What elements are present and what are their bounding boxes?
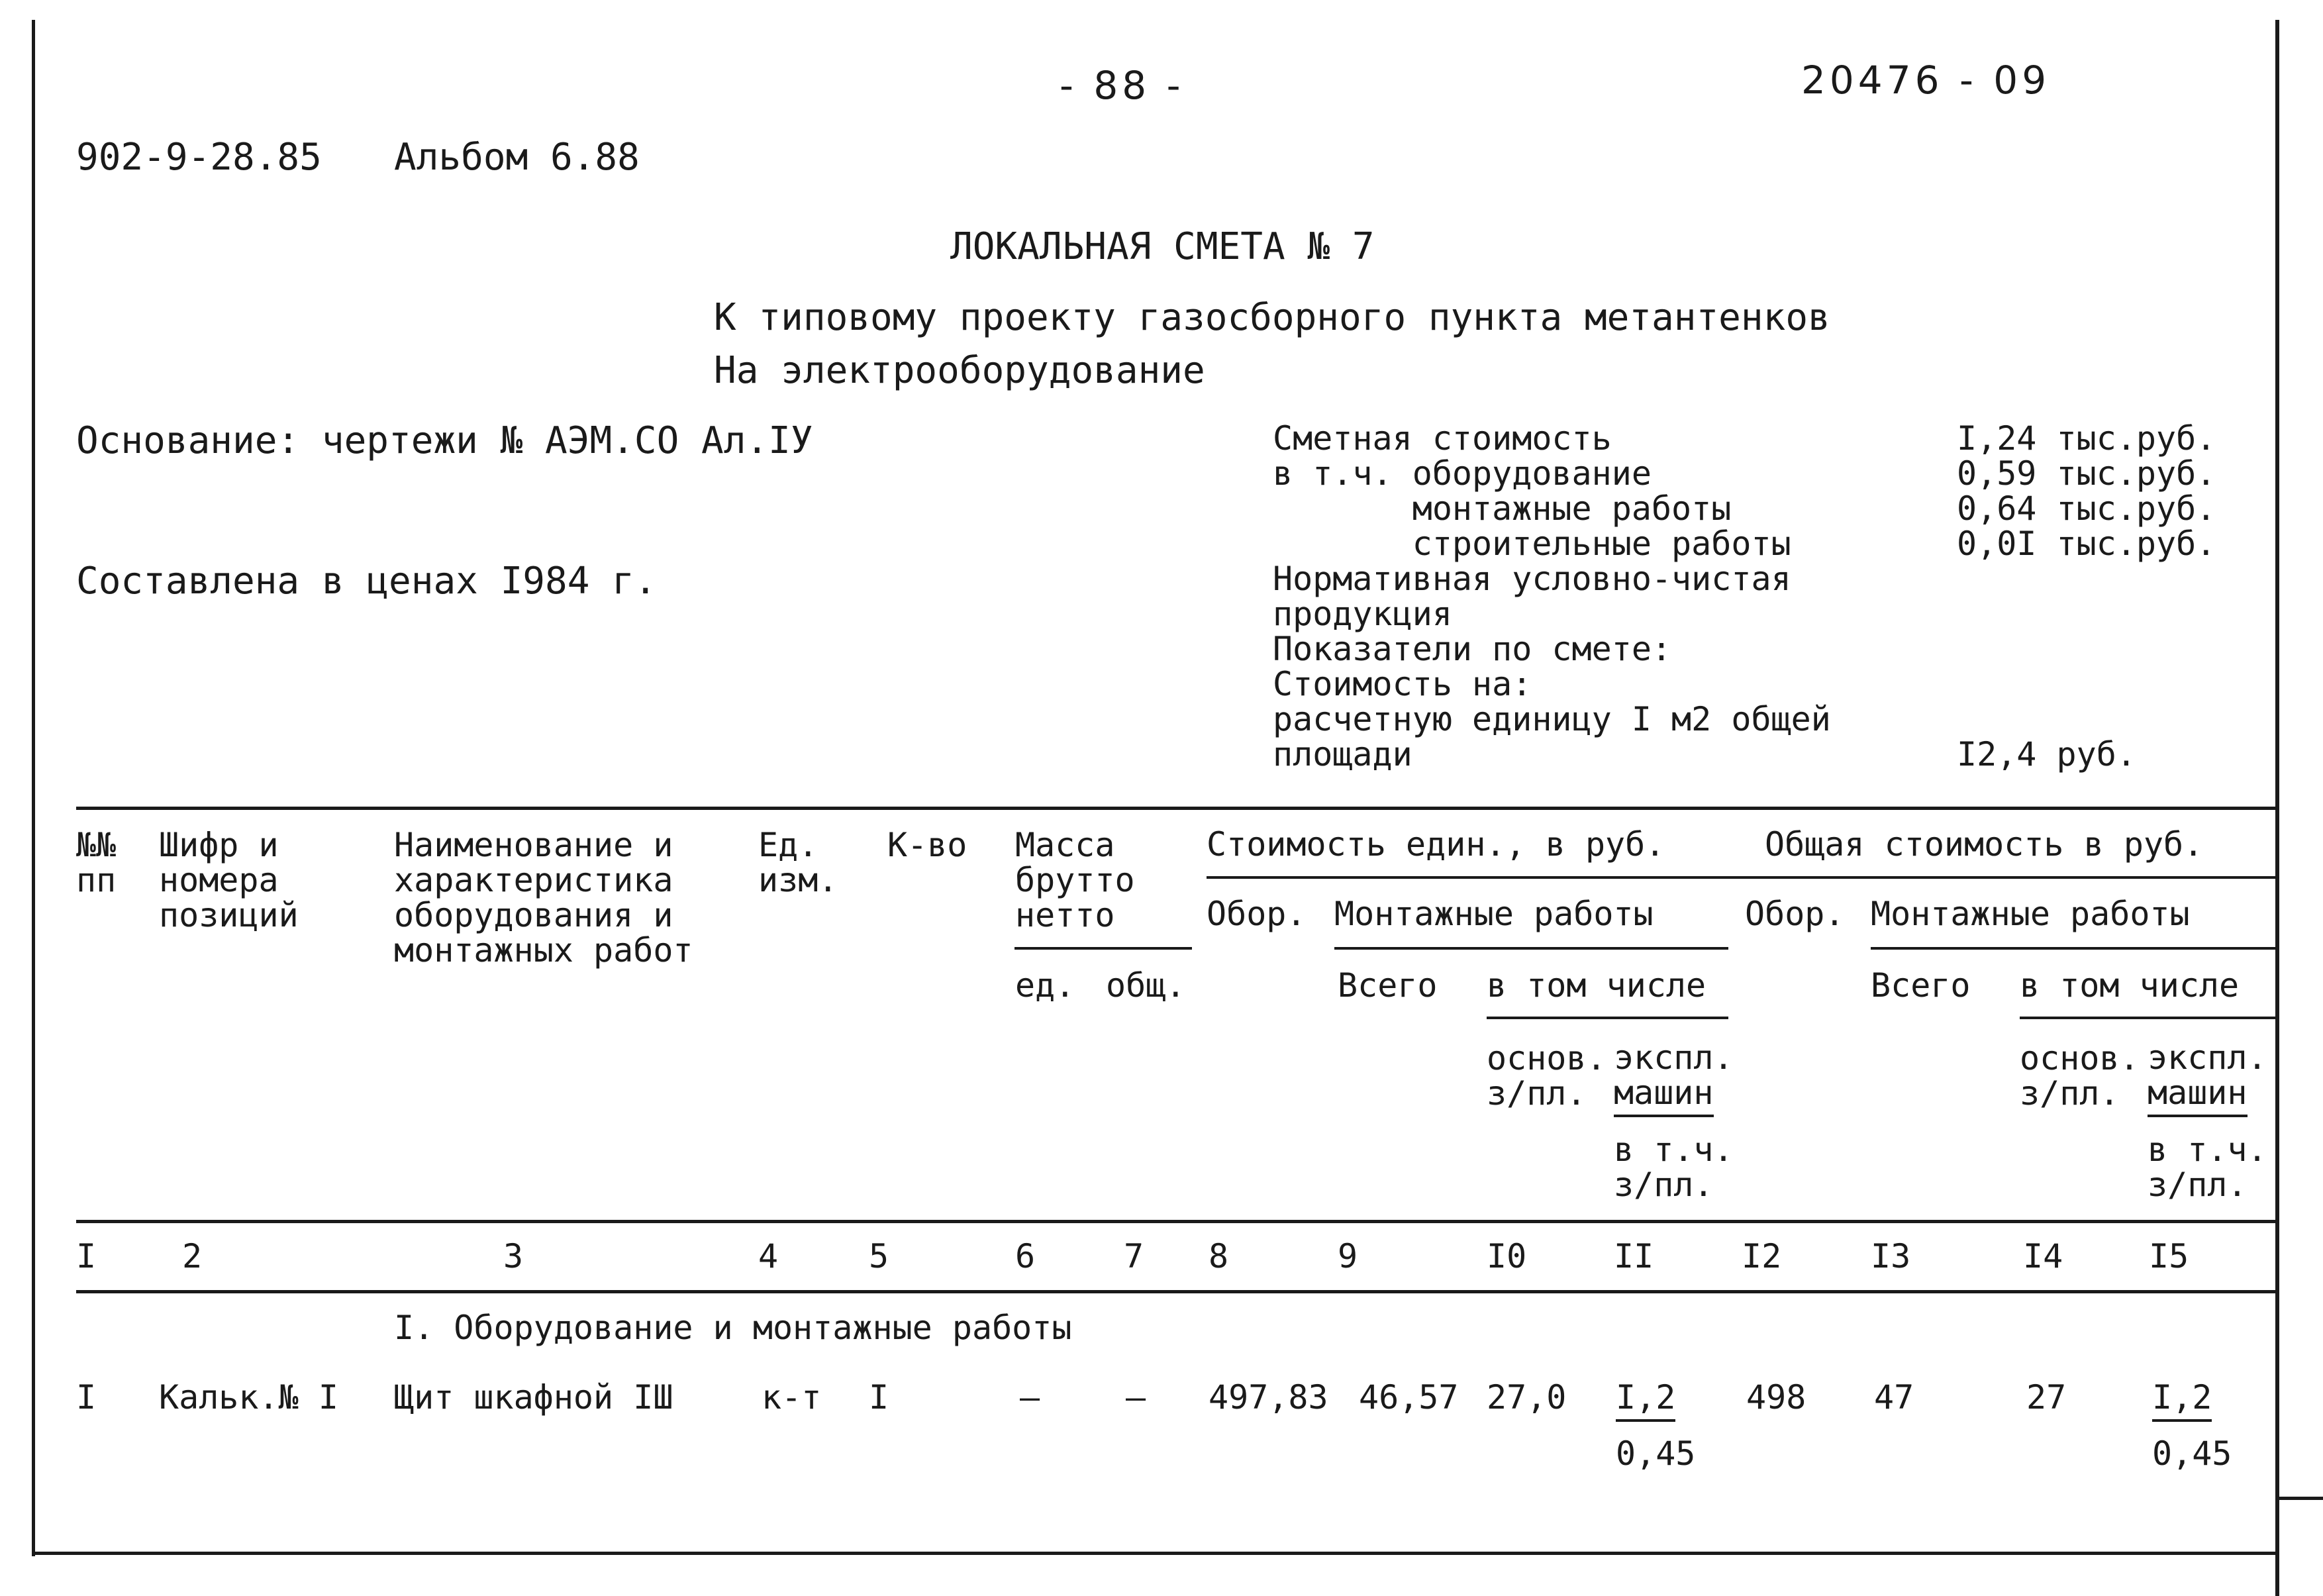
header-total-incl-wage: в т.ч. з/пл. <box>2148 1130 2267 1204</box>
row-num: I <box>76 1378 97 1417</box>
row-name: Щит шкафной IШ <box>394 1378 673 1417</box>
header-total-machine-op: экспл. <box>2148 1038 2267 1077</box>
frame-left-border <box>32 20 35 1556</box>
unit-install-subrule <box>1334 947 1728 950</box>
row-total-equipment: 498 <box>1746 1378 1806 1417</box>
archive-code: 20476 - 09 <box>1801 58 2051 103</box>
prices-year-text: Составлена в ценах I984 г. <box>76 560 657 603</box>
colnum-15: I5 <box>2149 1237 2189 1275</box>
row-mass-unit: – <box>1020 1378 1040 1417</box>
colnum-8: 8 <box>1209 1237 1229 1275</box>
colnum-9: 9 <box>1338 1237 1358 1275</box>
edge-tick-mark <box>2278 1497 2323 1500</box>
row-mass-total: – <box>1126 1378 1146 1417</box>
colnum-4: 4 <box>758 1237 779 1275</box>
row-code: Кальк.№ I <box>159 1378 338 1417</box>
mass-subrule <box>1014 947 1192 950</box>
colnum-13: I3 <box>1871 1237 1911 1275</box>
header-col-qty: К-во <box>887 826 967 864</box>
header-total-equipment: Обор. <box>1745 895 1845 933</box>
header-unit-machine-op: экспл. <box>1614 1038 1734 1077</box>
row-unit: к-т <box>762 1378 822 1417</box>
colnum-1: I <box>76 1237 97 1275</box>
subtitle-project: К типовому проекту газосборного пункта метантенков <box>714 296 1830 339</box>
page-number: - 88 - <box>1060 63 1185 108</box>
header-col-num: №№ пп <box>76 826 117 899</box>
row-unit-machine-wage: 0,45 <box>1616 1434 1696 1473</box>
header-total-including: в том числе <box>2020 966 2240 1005</box>
colnum-3: 3 <box>503 1237 524 1275</box>
section-title: I. Оборудование и монтажные работы <box>394 1309 1072 1347</box>
header-unit-machines: машин <box>1614 1076 1714 1109</box>
header-bottom-rule <box>76 1220 2278 1223</box>
total-including-subrule <box>2020 1017 2278 1019</box>
colnum-2: 2 <box>182 1237 203 1275</box>
header-total-install-total: Всего <box>1871 966 1971 1005</box>
summary-labels: Сметная стоимость в т.ч. оборудование монтажные работы строительные работы Нормативная условно-чистая продукция Показатели по смете: Стоимость на: расчетную единицу I м2 общей площади <box>1273 419 1831 773</box>
numbers-bottom-rule <box>76 1290 2278 1293</box>
row-unit-machine: I,2 <box>1616 1381 1675 1414</box>
header-col-unit: Ед. изм. <box>758 826 838 899</box>
colnum-12: I2 <box>1742 1237 1782 1275</box>
colnum-14: I4 <box>2023 1237 2063 1275</box>
row-unit-base-wage: 27,0 <box>1487 1378 1567 1417</box>
table-top-rule <box>76 807 2278 810</box>
header-unit-incl-wage: в т.ч. з/пл. <box>1614 1130 1734 1204</box>
unit-including-subrule <box>1487 1017 1728 1019</box>
header-unit-equipment: Обор. <box>1207 895 1307 933</box>
album-label: Альбом 6.88 <box>394 136 640 179</box>
row-unit-install-total: 46,57 <box>1359 1378 1459 1417</box>
header-mass-unit: ед. <box>1015 966 1075 1005</box>
colnum-10: I0 <box>1487 1237 1527 1275</box>
row-total-machine-wage: 0,45 <box>2152 1434 2232 1473</box>
header-mass-total: общ. <box>1106 966 1186 1005</box>
header-col-code: Шифр и номера позиций <box>159 826 299 934</box>
row-qty: I <box>869 1378 889 1417</box>
colnum-7: 7 <box>1124 1237 1144 1275</box>
total-install-subrule <box>1871 947 2278 950</box>
header-col-mass: Масса брутто нетто <box>1015 826 1135 934</box>
document-title: ЛОКАЛЬНАЯ СМЕТА № 7 <box>950 225 1375 268</box>
row-total-install: 47 <box>1874 1378 1914 1417</box>
header-unit-install-total: Всего <box>1338 966 1438 1005</box>
project-code: 902-9-28.85 <box>76 136 322 179</box>
row-total-base-wage: 27 <box>2026 1378 2067 1417</box>
basis-text: Основание: чертежи № АЭМ.СО Ал.IУ <box>76 419 813 462</box>
colnum-5: 5 <box>869 1237 889 1275</box>
header-unit-including: в том числе <box>1487 966 1706 1005</box>
colnum-11: II <box>1614 1237 1654 1275</box>
header-unit-cost: Стоимость един., в руб. <box>1207 825 1665 864</box>
frame-bottom-border <box>32 1552 2279 1555</box>
row-unit-equipment: 497,83 <box>1209 1378 1328 1417</box>
subtitle-scope: На электрооборудование <box>714 349 1205 392</box>
cost-group-rule <box>1207 876 2278 879</box>
header-total-machines: машин <box>2148 1076 2248 1109</box>
header-total-cost: Общая стоимость в руб. <box>1765 825 2204 864</box>
header-unit-installation: Монтажные работы <box>1334 895 1654 933</box>
header-unit-base-wage: основ. з/пл. <box>1487 1039 1606 1113</box>
summary-values: I,24 тыс.руб. 0,59 тыс.руб. 0,64 тыс.руб. 0,0I тыс.руб. I2,4 руб. <box>1957 419 2216 773</box>
row-total-machine: I,2 <box>2152 1381 2212 1414</box>
header-col-name: Наименование и характеристика оборудования и монтажных работ <box>394 826 693 970</box>
header-total-installation: Монтажные работы <box>1871 895 2190 933</box>
colnum-6: 6 <box>1015 1237 1036 1275</box>
header-total-base-wage: основ. з/пл. <box>2020 1039 2140 1113</box>
